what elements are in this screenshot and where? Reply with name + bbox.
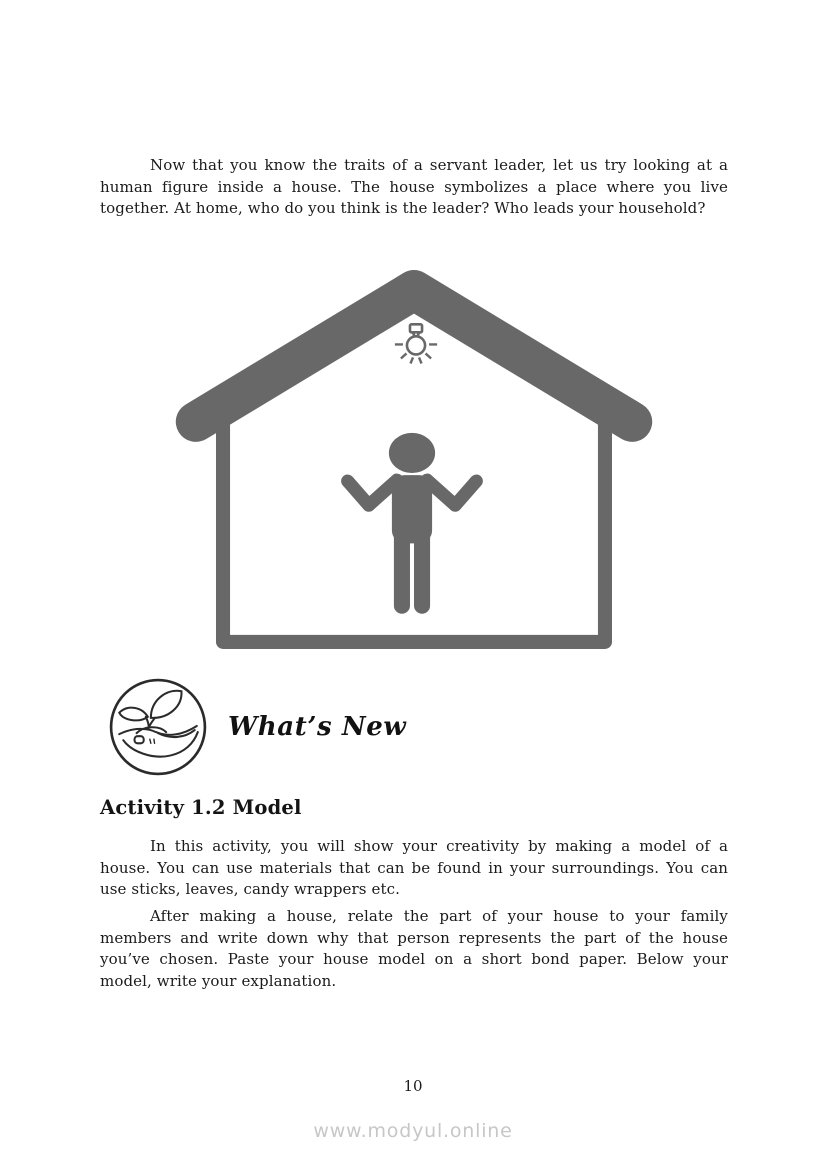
house-roof [196, 290, 632, 422]
activity-paragraph-2: After making a house, relate the part of your house to your family members and write down why that person represents the part of the house you’ve chosen. Paste your house model on a short bond paper. Below your model, write your explanation. [100, 907, 728, 990]
lightbulb-icon [395, 324, 437, 363]
watermark: www.modyul.online [313, 1120, 513, 1142]
person-icon [389, 433, 435, 614]
whats-new-section-header [105, 676, 406, 778]
page-number: 10 [403, 1077, 423, 1095]
house-svg [162, 266, 666, 658]
house-illustration [162, 266, 666, 658]
activity-heading: Activity 1.2 Model [100, 796, 302, 819]
whats-new-title: What’s New [228, 712, 407, 742]
hand-sprout-icon [105, 676, 211, 778]
activity-paragraph-1: In this activity, you will show your creativity by making a model of a house. You can use materials that can be found in your surroundings. You can use sticks, leaves, candy wrappers etc. [100, 837, 728, 899]
intro-paragraph: Now that you know the traits of a servant leader, let us try looking at a human figure inside a house. The house symbolizes a place where you live together. At home, who do you think is the leader? Who leads your household? [100, 156, 728, 218]
